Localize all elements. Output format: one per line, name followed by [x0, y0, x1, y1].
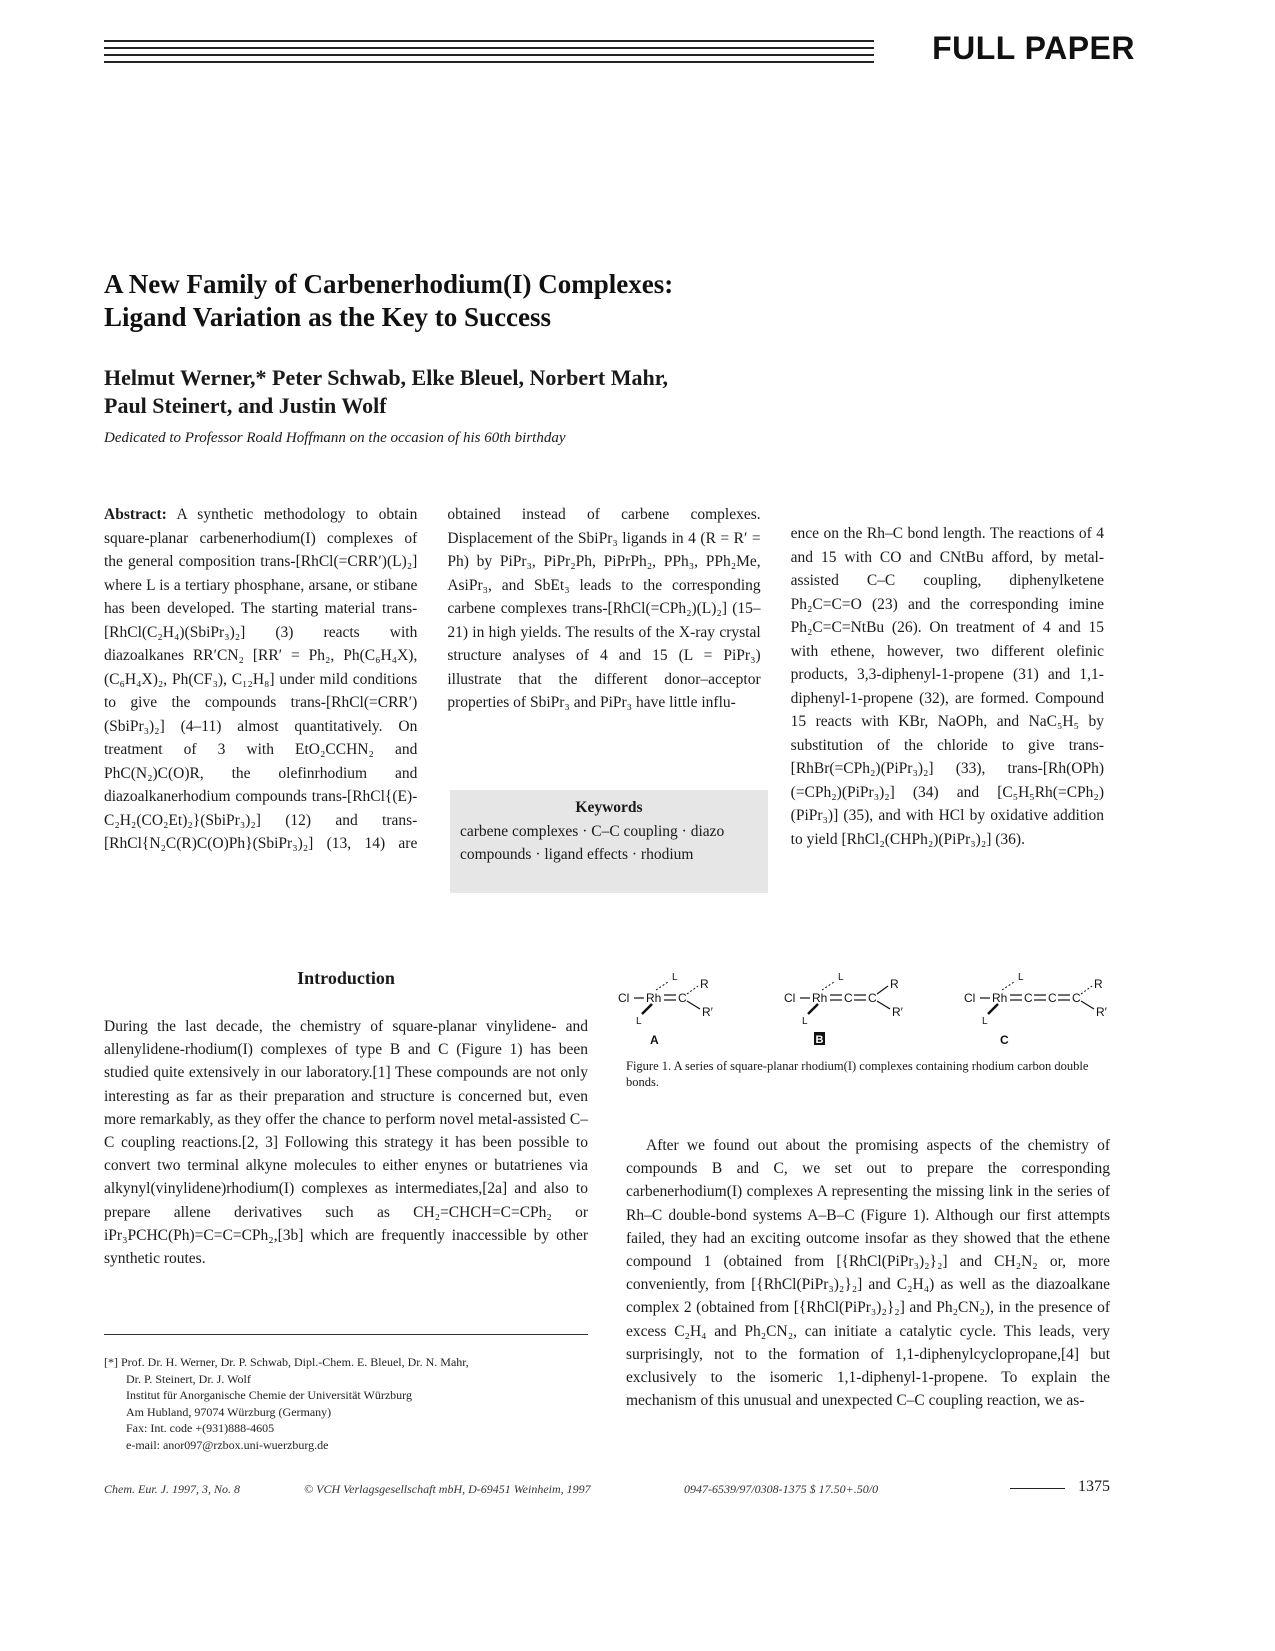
atom-cl: Cl	[784, 991, 796, 1005]
atom-c: C	[844, 991, 853, 1005]
atom-r-prime: R′	[1096, 1005, 1107, 1019]
footnote-rule	[104, 1334, 588, 1335]
atom-c: C	[1048, 991, 1057, 1005]
abstract-text-col3: ence on the Rh–C bond length. The reactions of 4 and 15 with CO and CNtBu afford, by metal-assisted C–C coupling, diphenylketene Ph₂C=C=O (23) and the corresponding imine Ph₂C=C=NtBu (26). On treatment of 4 and 15 with ethene, however, two different olefinic products, 3,3-diphenyl-1-propene (31) and 1,1-diphenyl-1-propene (32), are formed. Compound 15 reacts with KBr, NaOPh, and NaC₅H₅ by substitution of the chloride to give trans-[RhBr(=CPh₂)(PiPr₃)₂] (33), trans-[Rh(OPh)(=CPh₂)(PiPr₃)₂] (34) and [C₅H₅Rh(=CPh₂)(PiPr₃)] (35), and with HCl by oxidative addition to yield [RhCl₂(CHPh₂)(PiPr₃)₂] (36).	[790, 525, 1104, 848]
structure-c	[964, 972, 1108, 1047]
atom-l: L	[636, 1016, 642, 1027]
keywords-box	[450, 790, 768, 893]
atom-c: C	[678, 991, 687, 1005]
atom-r: R	[890, 977, 899, 991]
atom-c: C	[1024, 991, 1033, 1005]
figure-1-structures	[612, 968, 1112, 1058]
abstract-label: Abstract:	[104, 506, 167, 523]
atom-c: C	[868, 991, 877, 1005]
authors-line-1: Helmut Werner,* Peter Schwab, Elke Bleuel, Norbert Mahr,	[104, 365, 668, 390]
structure-b	[784, 972, 904, 1046]
journal-citation: Chem. Eur. J. 1997, 3, No. 8	[104, 1482, 240, 1496]
label-b: B	[815, 1034, 824, 1046]
article-title	[104, 268, 864, 334]
label-a: A	[650, 1033, 659, 1047]
keywords-list: carbene complexes · C–C coupling · diazo compounds · ligand effects · rhodium	[460, 822, 725, 863]
atom-rh: Rh	[646, 991, 662, 1005]
structure-a	[618, 972, 714, 1047]
page-number: 1375	[1078, 1478, 1110, 1495]
atom-r-prime: R′	[702, 1005, 713, 1019]
atom-cl: Cl	[618, 991, 630, 1005]
atom-l: L	[672, 972, 678, 983]
footnote-line: Fax: Int. code +(931)888-4605	[126, 1421, 275, 1435]
footnote-line: Institut für Anorganische Chemie der Universität Würzburg	[126, 1388, 412, 1402]
atom-rh: Rh	[812, 991, 828, 1005]
atom-l: L	[982, 1016, 988, 1027]
atom-r: R	[1094, 977, 1103, 991]
introduction-heading: Introduction	[297, 968, 395, 988]
footnote-line: [*] Prof. Dr. H. Werner, Dr. P. Schwab, Dipl.-Chem. E. Bleuel, Dr. N. Mahr,	[104, 1355, 469, 1369]
author-list	[104, 364, 864, 420]
atom-l: L	[838, 972, 844, 983]
label-c: C	[1000, 1033, 1009, 1047]
dedication: Dedicated to Professor Roald Hoffmann on the occasion of his 60th birthday	[104, 430, 566, 446]
body-paragraph: After we found out about the promising aspects of the chemistry of compounds B and C, we set out to prepare the corresponding carbenerhodium(I) complexes A representing the missing link in the series of Rh–C double-bond systems A–B–C (Figure 1). Although our first attempts failed, they had an exciting outcome insofar as they showed that the ethene compound 1 (obtained from [{RhCl(PiPr₃)₂}₂] and CH₂N₂ or, more conveniently, from [{RhCl(PiPr₃)₂}₂] and C₂H₄) as well as the diazoalkane complex 2 (obtained from [{RhCl(PiPr₃)₂}₂] and Ph₂CN₂), in the presence of excess C₂H₄ and Ph₂CN₂, can initiate a catalytic cycle. This leads, very surprisingly, not to the formation of 1,1-diphenylcyclopropane,[4] but exclusively to the isomeric 1,1-diphenyl-1-propene. To explain the mechanism of this unusual and unexpected C–C coupling reaction, we as-	[626, 1137, 1110, 1410]
authors-line-2: Paul Steinert, and Justin Wolf	[104, 393, 387, 418]
footnote-line: Am Hubland, 97074 Würzburg (Germany)	[126, 1404, 332, 1419]
page-number-rule	[1010, 1488, 1065, 1489]
atom-r-prime: R′	[892, 1005, 903, 1019]
atom-r: R	[700, 977, 709, 991]
abstract-text: A synthetic methodology to obtain square-planar carbenerhodium(I) complexes of the general composition trans-[RhCl(=CRR′)(L)₂] where L is a tertiary phosphane, arsane, or stibane has been developed. The starting material trans-[RhCl(C₂H₄)(SbiPr₃)₂] (3) reacts with diazoalkanes RR′CN₂ [RR′ = Ph₂, Ph(C₆H₄X), (C₆H₄X)₂, Ph(CF₃), C₁₂H₈] under mild conditions to give the compounds trans-[RhCl(=CRR′)(SbiPr₃)₂] (4–11) almost quantitatively. On treatment of 3 with EtO₂CCHN₂ and PhC(N₂)C(O)R, the olefinrhodium and diazoalkanerhodium compounds trans-[RhCl{(E)-C₂H₂(CO₂Et)₂}(SbiPr₃)₂] (12) and trans-[RhCl{N₂C(R)C(O)Ph}(SbiPr₃)₂] (13, 14) are obtained instead of carbene complexes. Displacement of the SbiPr₃ ligands in 4 (R = R′ = Ph) by PiPr₃, PiPr₂Ph, PiPrPh₂, PPh₃, PPh₂Me, AsiPr₃, and SbEt₃ leads to the corresponding carbene complexes trans-[RhCl(=CPh₂)(L)₂] (15–21) in high yields. The results of the X-ray crystal structure analyses of 4 and 15 (L = PiPr₃) illustrate that the different donor–acceptor properties of SbiPr₃ and PiPr₃ have little influ-	[104, 506, 761, 852]
section-tag: FULL PAPER	[932, 30, 1135, 66]
atom-l: L	[802, 1016, 808, 1027]
footnote-line: Dr. P. Steinert, Dr. J. Wolf	[126, 1371, 251, 1386]
atom-rh: Rh	[992, 991, 1008, 1005]
title-line-2: Ligand Variation as the Key to Success	[104, 302, 552, 332]
header-rules	[104, 40, 874, 64]
atom-cl: Cl	[964, 991, 976, 1005]
author-affiliation-footnote	[104, 1354, 588, 1453]
atom-c: C	[1072, 991, 1081, 1005]
title-line-1: A New Family of Carbenerhodium(I) Complexes:	[104, 269, 674, 299]
keywords-heading: Keywords	[575, 799, 643, 816]
introduction-paragraph: During the last decade, the chemistry of square-planar vinylidene- and allenylidene-rhodium(I) complexes of type B and C (Figure 1) has been studied quite extensively in our laboratory.[1] These compounds are not only interesting as far as their preparation and structure is concerned but, even more remarkably, as they offer the chance to perform novel metal-assisted C–C coupling reactions.[2, 3] Following this strategy it has been possible to convert two terminal alkyne molecules to either enynes or butatrienes via alkynyl(vinylidene)rhodium(I) complexes as intermediates,[2a] and also to prepare allene derivatives such as CH₂=CHCH=C=CPh₂ or iPr₃PCHC(Ph)=C=C=CPh₂,[3b] which are frequently inaccessible by other synthetic routes.	[104, 1018, 588, 1268]
issn-code: 0947-6539/97/0308-1375 $ 17.50+.50/0	[684, 1482, 879, 1496]
atom-l: L	[1018, 972, 1024, 983]
footnote-line: e-mail: anor097@rzbox.uni-wuerzburg.de	[126, 1437, 329, 1452]
figure-1-caption: Figure 1. A series of square-planar rhodium(I) complexes containing rhodium carbon double bonds.	[626, 1059, 1089, 1089]
publisher-notice: © VCH Verlagsgesellschaft mbH, D-69451 Weinheim, 1997	[304, 1482, 591, 1496]
